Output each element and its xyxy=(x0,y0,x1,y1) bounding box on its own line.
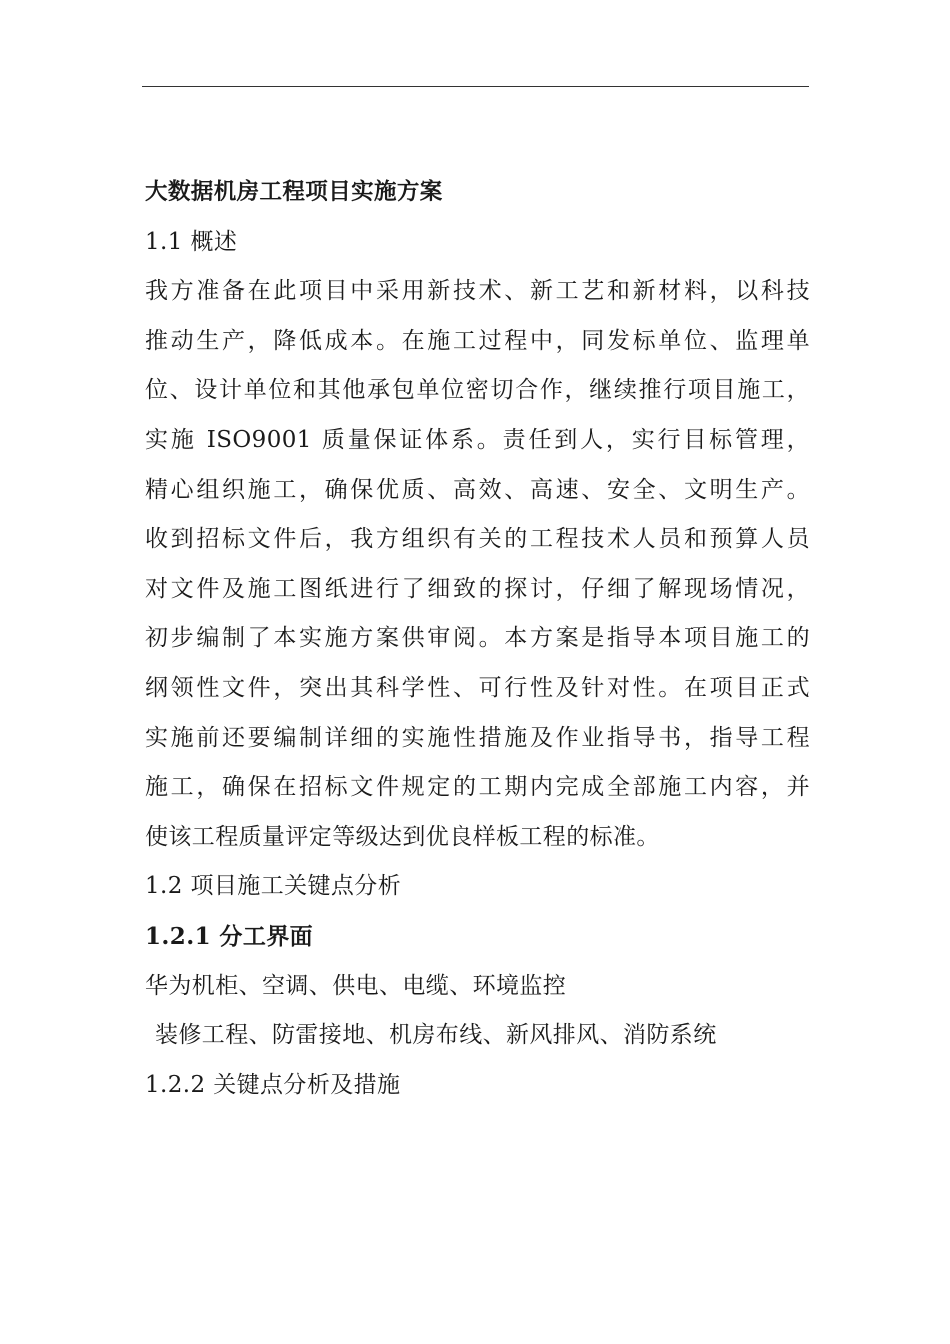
paragraph-line: 推动生产，降低成本。在施工过程中，同发标单位、监理单 xyxy=(145,327,810,354)
header-rule xyxy=(142,86,809,87)
paragraph-line: 实施 ISO9001 质量保证体系。责任到人，实行目标管理， xyxy=(145,426,810,453)
paragraph-line: 纲领性文件，突出其科学性、可行性及针对性。在项目正式 xyxy=(145,674,810,701)
paragraph-line: 施工，确保在招标文件规定的工期内完成全部施工内容，并 xyxy=(145,774,810,801)
paragraph-line: 对文件及施工图纸进行了细致的探讨，仔细了解现场情况， xyxy=(145,575,810,602)
heading-1-2-2: 1.2.2 关键点分析及措施 xyxy=(145,1071,401,1098)
paragraph-line: 使该工程质量评定等级达到优良样板工程的标准。 xyxy=(145,823,660,850)
overview-paragraph xyxy=(145,267,810,862)
paragraph-line: 位、设计单位和其他承包单位密切合作，继续推行项目施工， xyxy=(145,377,810,404)
paragraph-line: 初步编制了本实施方案供审阅。本方案是指导本项目施工的 xyxy=(145,625,810,652)
heading-1-1: 1.1 概述 xyxy=(145,228,238,255)
heading-1-2-1: 1.2.1 分工界面 xyxy=(145,922,314,950)
document-body xyxy=(145,168,810,1110)
paragraph-line: 我方准备在此项目中采用新技术、新工艺和新材料，以科技 xyxy=(145,278,810,305)
paragraph-line: 收到招标文件后，我方组织有关的工程技术人员和预算人员 xyxy=(145,526,810,553)
division-line-2: 装修工程、防雷接地、机房布线、新风排风、消防系统 xyxy=(155,1022,717,1049)
paragraph-line: 实施前还要编制详细的实施性措施及作业指导书，指导工程 xyxy=(145,724,810,751)
heading-1-2: 1.2 项目施工关键点分析 xyxy=(145,873,402,900)
paragraph-line: 精心组织施工，确保优质、高效、高速、安全、文明生产。 xyxy=(145,476,810,503)
document-title: 大数据机房工程项目实施方案 xyxy=(145,179,443,205)
division-line-1: 华为机柜、空调、供电、电缆、环境监控 xyxy=(145,972,567,999)
